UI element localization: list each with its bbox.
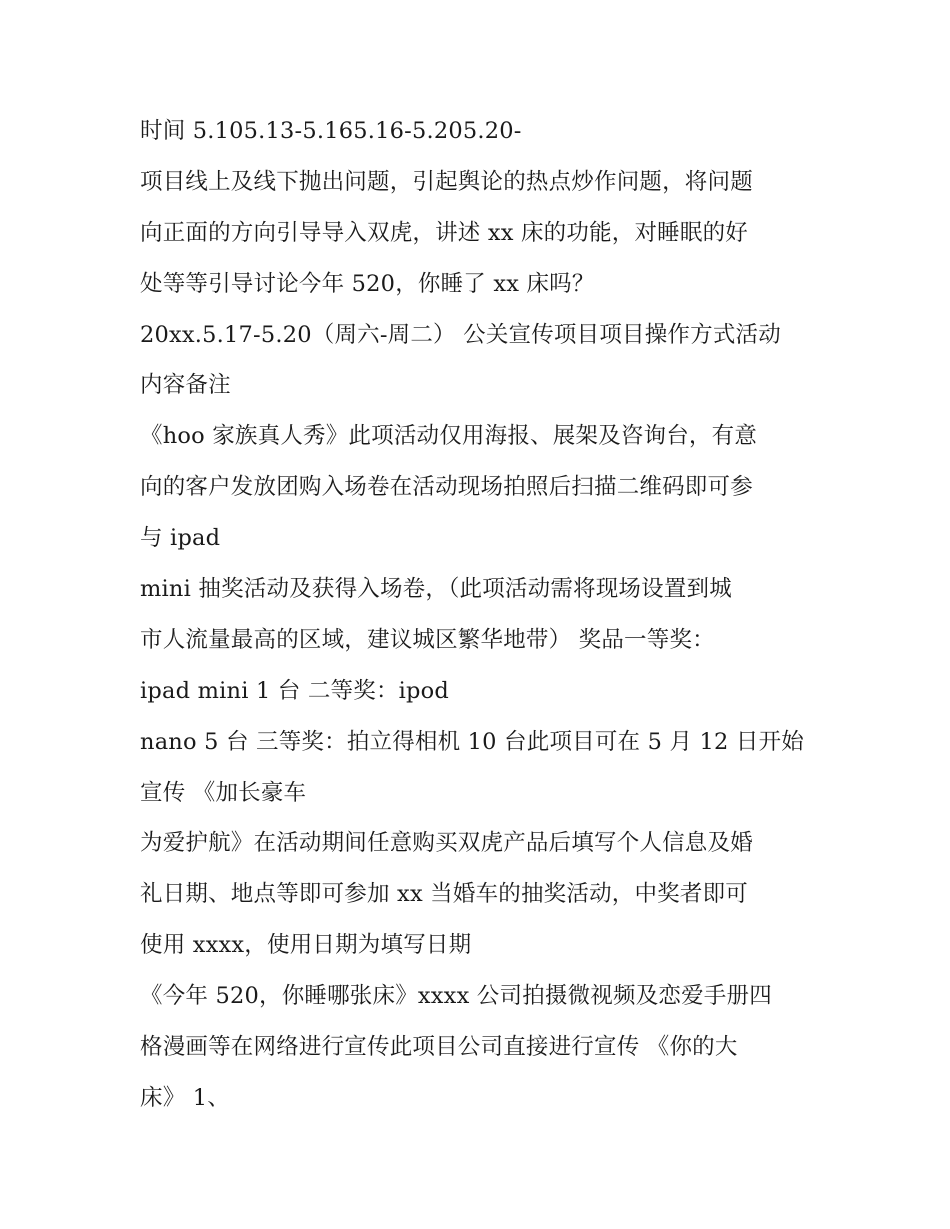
text-line: 《hoo 家族真人秀》此项活动仅用海报、展架及咨询台，有意 bbox=[140, 423, 758, 450]
text-line: 向的客户发放团购入场卷在活动现场拍照后扫描二维码即可参 bbox=[140, 474, 753, 501]
text-line: 为爱护航》在活动期间任意购买双虎产品后填写个人信息及婚 bbox=[140, 830, 753, 857]
text-line: ipad mini 1 台 二等奖：ipod bbox=[140, 677, 450, 704]
text-line: 礼日期、地点等即可参加 xx 当婚车的抽奖活动，中奖者即可 bbox=[140, 881, 748, 908]
text-line: 与 ipad bbox=[140, 525, 221, 552]
text-line: 格漫画等在网络进行宣传此项目公司直接进行宣传 《你的大 bbox=[140, 1034, 738, 1061]
text-line: 20xx.5.17-5.20（周六-周二） 公关宣传项目项目操作方式活动 bbox=[140, 321, 781, 348]
text-line: 项目线上及线下抛出问题，引起舆论的热点炒作问题，将问题 bbox=[140, 168, 753, 195]
text-line: 床》 1、 bbox=[140, 1084, 230, 1111]
text-line: nano 5 台 三等奖：拍立得相机 10 台此项目可在 5 月 12 日开始 bbox=[140, 728, 805, 755]
text-line: 宣传 《加长豪车 bbox=[140, 779, 307, 806]
text-line: mini 抽奖活动及获得入场卷，（此项活动需将现场设置到城 bbox=[140, 576, 732, 603]
text-line: 《今年 520，你睡哪张床》xxxx 公司拍摄微视频及恋爱手册四 bbox=[140, 983, 772, 1010]
body-text bbox=[140, 106, 830, 1124]
text-line: 内容备注 bbox=[140, 372, 231, 399]
text-line: 向正面的方向引导导入双虎，讲述 xx 床的功能，对睡眠的好 bbox=[140, 219, 748, 246]
text-line: 处等等引导讨论今年 520，你睡了 xx 床吗？ bbox=[140, 270, 595, 297]
text-line: 使用 xxxx，使用日期为填写日期 bbox=[140, 932, 472, 959]
text-line: 市人流量最高的区域，建议城区繁华地带） 奖品一等奖： bbox=[140, 626, 715, 653]
text-line: 时间 5.105.13-5.165.16-5.205.20- bbox=[140, 118, 522, 144]
